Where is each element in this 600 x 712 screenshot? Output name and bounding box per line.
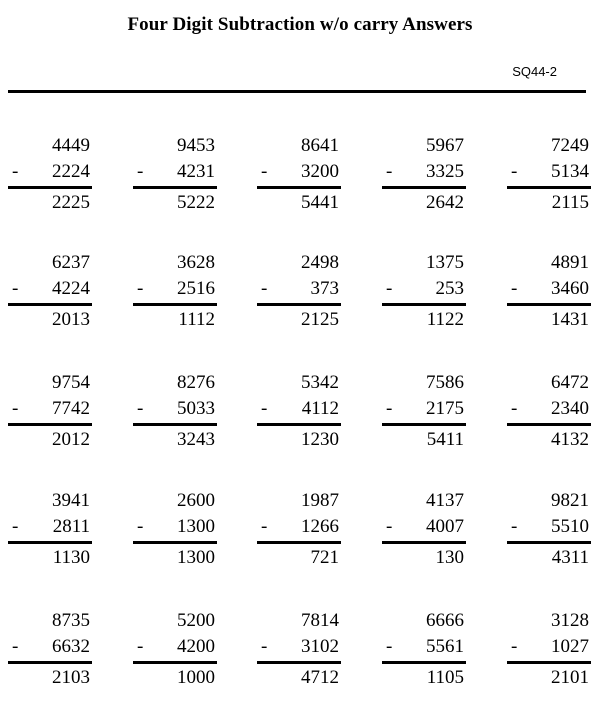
subtrahend: 4231 — [177, 161, 215, 182]
minuend: 9453 — [177, 135, 215, 156]
minuend: 4891 — [551, 252, 589, 273]
minus-sign: - — [386, 398, 393, 419]
subtrahend: 4112 — [301, 398, 339, 419]
difference: 2125 — [301, 309, 339, 330]
subtrahend: 2175 — [426, 398, 464, 419]
answer-line — [507, 423, 591, 426]
subtrahend: 4224 — [52, 278, 90, 299]
minuend: 9754 — [52, 372, 90, 393]
answer-line — [8, 303, 92, 306]
subtrahend: 5510 — [551, 516, 589, 537]
minuend: 8641 — [301, 135, 339, 156]
answer-line — [133, 303, 217, 306]
answer-line — [507, 541, 591, 544]
minuend: 2498 — [301, 252, 339, 273]
difference: 130 — [435, 547, 464, 568]
subtraction-problem — [507, 252, 591, 338]
answer-line — [133, 541, 217, 544]
subtraction-problem — [8, 610, 92, 696]
subtraction-problem — [507, 610, 591, 696]
subtrahend: 1300 — [177, 516, 215, 537]
page-title: Four Digit Subtraction w/o carry Answers — [127, 14, 473, 35]
subtraction-problem — [507, 372, 591, 458]
subtrahend: 4007 — [426, 516, 464, 537]
minus-sign: - — [511, 161, 518, 182]
subtrahend: 4200 — [177, 636, 215, 657]
minus-sign: - — [12, 398, 19, 419]
subtraction-problem — [8, 490, 92, 576]
subtraction-problem — [382, 372, 466, 458]
subtraction-problem — [133, 490, 217, 576]
difference: 2101 — [551, 667, 589, 688]
minuend: 6666 — [426, 610, 464, 631]
minuend: 8276 — [177, 372, 215, 393]
minus-sign: - — [12, 516, 19, 537]
minus-sign: - — [261, 398, 268, 419]
answer-line — [8, 423, 92, 426]
subtraction-problem — [382, 610, 466, 696]
minus-sign: - — [386, 278, 393, 299]
subtrahend: 373 — [310, 278, 339, 299]
difference: 2642 — [426, 192, 464, 213]
answer-line — [507, 661, 591, 664]
answer-line — [507, 303, 591, 306]
minus-sign: - — [386, 636, 393, 657]
difference: 1122 — [426, 309, 464, 330]
subtrahend: 2224 — [52, 161, 90, 182]
difference: 4712 — [301, 667, 339, 688]
difference: 5411 — [426, 429, 464, 450]
subtrahend: 2340 — [551, 398, 589, 419]
subtrahend: 5134 — [551, 161, 589, 182]
subtraction-problem — [133, 610, 217, 696]
subtraction-problem — [133, 372, 217, 458]
answer-line — [257, 303, 341, 306]
answer-line — [382, 186, 466, 189]
difference: 2103 — [52, 667, 90, 688]
minuend: 3128 — [551, 610, 589, 631]
minus-sign: - — [511, 516, 518, 537]
minus-sign: - — [261, 161, 268, 182]
difference: 2115 — [551, 192, 589, 213]
minus-sign: - — [137, 161, 144, 182]
difference: 2225 — [52, 192, 90, 213]
difference: 1431 — [551, 309, 589, 330]
subtrahend: 3200 — [301, 161, 339, 182]
worksheet-code: SQ44-2 — [512, 64, 557, 79]
subtraction-problem — [507, 135, 591, 221]
minus-sign: - — [511, 636, 518, 657]
subtraction-problem — [8, 252, 92, 338]
subtraction-problem — [382, 490, 466, 576]
subtrahend: 7742 — [52, 398, 90, 419]
subtraction-problem — [8, 372, 92, 458]
minus-sign: - — [261, 636, 268, 657]
subtraction-problem — [257, 252, 341, 338]
minus-sign: - — [137, 636, 144, 657]
minus-sign: - — [137, 516, 144, 537]
subtraction-problem — [382, 252, 466, 338]
difference: 2013 — [52, 309, 90, 330]
minus-sign: - — [12, 278, 19, 299]
subtraction-problem — [257, 135, 341, 221]
answer-line — [133, 186, 217, 189]
answer-line — [382, 661, 466, 664]
answer-line — [133, 661, 217, 664]
subtraction-problem — [257, 490, 341, 576]
minus-sign: - — [137, 278, 144, 299]
minus-sign: - — [386, 161, 393, 182]
subtrahend: 3325 — [426, 161, 464, 182]
subtrahend: 253 — [435, 278, 464, 299]
minuend: 2600 — [177, 490, 215, 511]
answer-line — [507, 186, 591, 189]
subtrahend: 3460 — [551, 278, 589, 299]
answer-line — [257, 423, 341, 426]
difference: 1105 — [426, 667, 464, 688]
subtraction-problem — [382, 135, 466, 221]
minus-sign: - — [261, 278, 268, 299]
subtraction-problem — [507, 490, 591, 576]
minus-sign: - — [12, 636, 19, 657]
minuend: 3941 — [52, 490, 90, 511]
minus-sign: - — [137, 398, 144, 419]
difference: 1000 — [177, 667, 215, 688]
difference: 4311 — [551, 547, 589, 568]
minuend: 9821 — [551, 490, 589, 511]
subtrahend: 2516 — [177, 278, 215, 299]
subtrahend: 5561 — [426, 636, 464, 657]
minuend: 5200 — [177, 610, 215, 631]
difference: 5222 — [177, 192, 215, 213]
minuend: 3628 — [177, 252, 215, 273]
subtrahend: 5033 — [177, 398, 215, 419]
answer-line — [8, 661, 92, 664]
subtraction-problem — [133, 135, 217, 221]
subtrahend: 1027 — [551, 636, 589, 657]
difference: 721 — [310, 547, 339, 568]
answer-line — [382, 541, 466, 544]
minuend: 5967 — [426, 135, 464, 156]
difference: 5441 — [301, 192, 339, 213]
answer-line — [257, 541, 341, 544]
minuend: 1987 — [301, 490, 339, 511]
subtrahend: 3102 — [301, 636, 339, 657]
minuend: 7249 — [551, 135, 589, 156]
subtraction-problem — [257, 610, 341, 696]
minuend: 5342 — [301, 372, 339, 393]
answer-line — [133, 423, 217, 426]
minuend: 7586 — [426, 372, 464, 393]
minuend: 7814 — [301, 610, 339, 631]
subtrahend: 6632 — [52, 636, 90, 657]
difference: 3243 — [177, 429, 215, 450]
answer-line — [8, 186, 92, 189]
difference: 2012 — [52, 429, 90, 450]
answer-line — [382, 303, 466, 306]
minus-sign: - — [511, 278, 518, 299]
subtraction-problem — [8, 135, 92, 221]
minuend: 8735 — [52, 610, 90, 631]
subtrahend: 2811 — [52, 516, 90, 537]
difference: 1230 — [301, 429, 339, 450]
answer-line — [257, 661, 341, 664]
difference: 4132 — [551, 429, 589, 450]
minus-sign: - — [12, 161, 19, 182]
answer-line — [257, 186, 341, 189]
difference: 1130 — [52, 547, 90, 568]
minus-sign: - — [511, 398, 518, 419]
minuend: 1375 — [426, 252, 464, 273]
subtrahend: 1266 — [301, 516, 339, 537]
answer-line — [8, 541, 92, 544]
answer-line — [382, 423, 466, 426]
minuend: 6472 — [551, 372, 589, 393]
minus-sign: - — [261, 516, 268, 537]
minuend: 4137 — [426, 490, 464, 511]
subtraction-problem — [133, 252, 217, 338]
difference: 1112 — [178, 309, 215, 330]
subtraction-problem — [257, 372, 341, 458]
difference: 1300 — [177, 547, 215, 568]
minuend: 6237 — [52, 252, 90, 273]
minuend: 4449 — [52, 135, 90, 156]
minus-sign: - — [386, 516, 393, 537]
